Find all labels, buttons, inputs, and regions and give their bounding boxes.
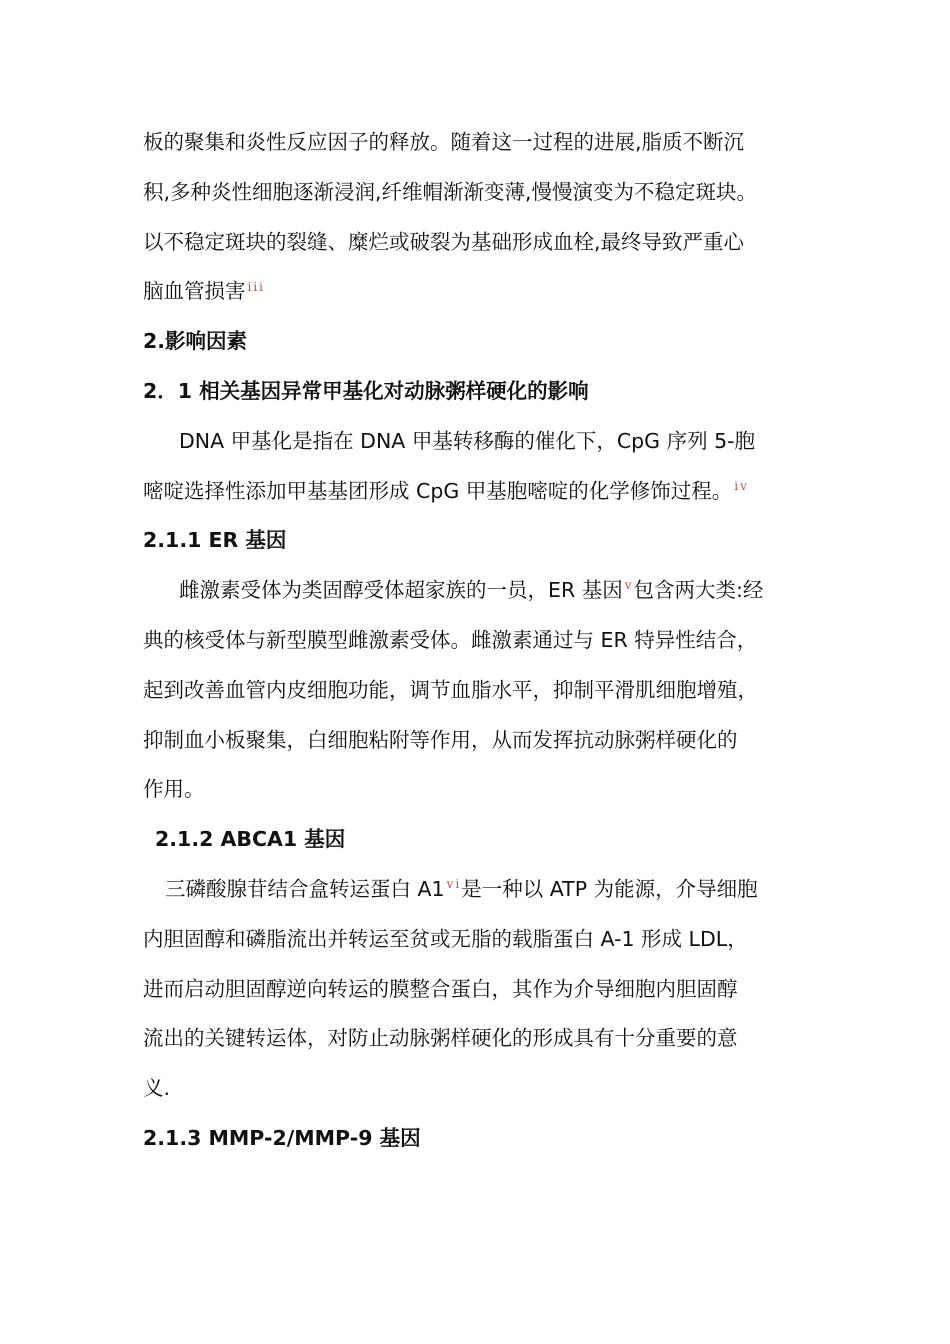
paragraph-line [143, 467, 805, 517]
paragraph-line [143, 168, 805, 218]
footnote-ref[interactable]: vi [446, 877, 462, 892]
paragraph-line [143, 616, 805, 666]
text-run: 抑制血小板聚集，白细胞粘附等作用，从而发挥抗动脉粥样硬化的 [143, 727, 738, 752]
paragraph-line [143, 267, 805, 317]
text-run: 嘧啶选择性添加甲基基团形成 CpG 甲基胞嘧啶的化学修饰过程。 [143, 478, 733, 503]
subsubsection-heading: 2.1.3 MMP-2/MMP-9 基因 [143, 1125, 421, 1150]
paragraph-line [143, 865, 805, 915]
text-run: 板的聚集和炎性反应因子的释放。随着这一过程的进展,脂质不断沉 [143, 130, 745, 154]
footnote-ref[interactable]: iii [247, 279, 266, 294]
text-run: 积,多种炎性细胞逐渐浸润,纤维帽渐渐变薄,慢慢演变为不稳定斑块。 [143, 179, 758, 204]
text-run: 是一种以 ATP 为能源，介导细胞 [461, 876, 758, 901]
paragraph-line [143, 915, 805, 965]
text-run: 以不稳定斑块的裂缝、糜烂或破裂为基础形成血栓,最终导致严重心 [143, 229, 745, 254]
text-run: 包含两大类:经 [633, 578, 764, 603]
paragraph-line [143, 218, 805, 268]
text-run: 典的核受体与新型膜型雌激素受体。雌激素通过与 ER 特异性结合， [143, 627, 758, 652]
footnote-ref[interactable]: iv [734, 478, 749, 493]
text-run: 义. [143, 1076, 171, 1101]
text-run: 起到改善血管内皮细胞功能，调节血脂水平，抑制平滑肌细胞增殖， [143, 677, 758, 702]
paragraph-line [143, 1014, 805, 1064]
text-run: 雌激素受体为类固醇受体超家族的一员，ER 基因 [179, 578, 623, 603]
text-run: 脑血管损害 [143, 279, 246, 304]
subsubsection-heading: 2.1.2 ABCA1 基因 [155, 827, 346, 852]
text-run: 三磷酸腺苷结合盒转运蛋白 A1 [165, 876, 445, 901]
text-run: 进而启动胆固醇逆向转运的膜整合蛋白，其作为介导细胞内胆固醇 [143, 976, 738, 1001]
subsection-heading: 2．1 相关基因异常甲基化对动脉粥样硬化的影响 [143, 378, 589, 403]
paragraph-line [143, 118, 805, 168]
paragraph-line [143, 566, 805, 616]
text-run: 作用。 [143, 777, 205, 802]
paragraph-line [143, 765, 805, 815]
section-heading: 2.影响因素 [143, 329, 248, 354]
footnote-ref[interactable]: v [624, 578, 634, 593]
text-run: 流出的关键转运体，对防止动脉粥样硬化的形成具有十分重要的意 [143, 1026, 738, 1051]
paragraph-line [143, 666, 805, 716]
document-page [143, 118, 805, 1164]
text-run: DNA 甲基化是指在 DNA 甲基转移酶的催化下，CpG 序列 5-胞 [179, 428, 756, 453]
paragraph-line [143, 965, 805, 1015]
paragraph-line [143, 417, 805, 467]
subsubsection-heading: 2.1.1 ER 基因 [143, 528, 287, 553]
text-run: 内胆固醇和磷脂流出并转运至贫或无脂的载脂蛋白 A-1 形成 LDL， [143, 926, 748, 951]
paragraph-line [143, 1064, 805, 1114]
paragraph-line [143, 716, 805, 766]
